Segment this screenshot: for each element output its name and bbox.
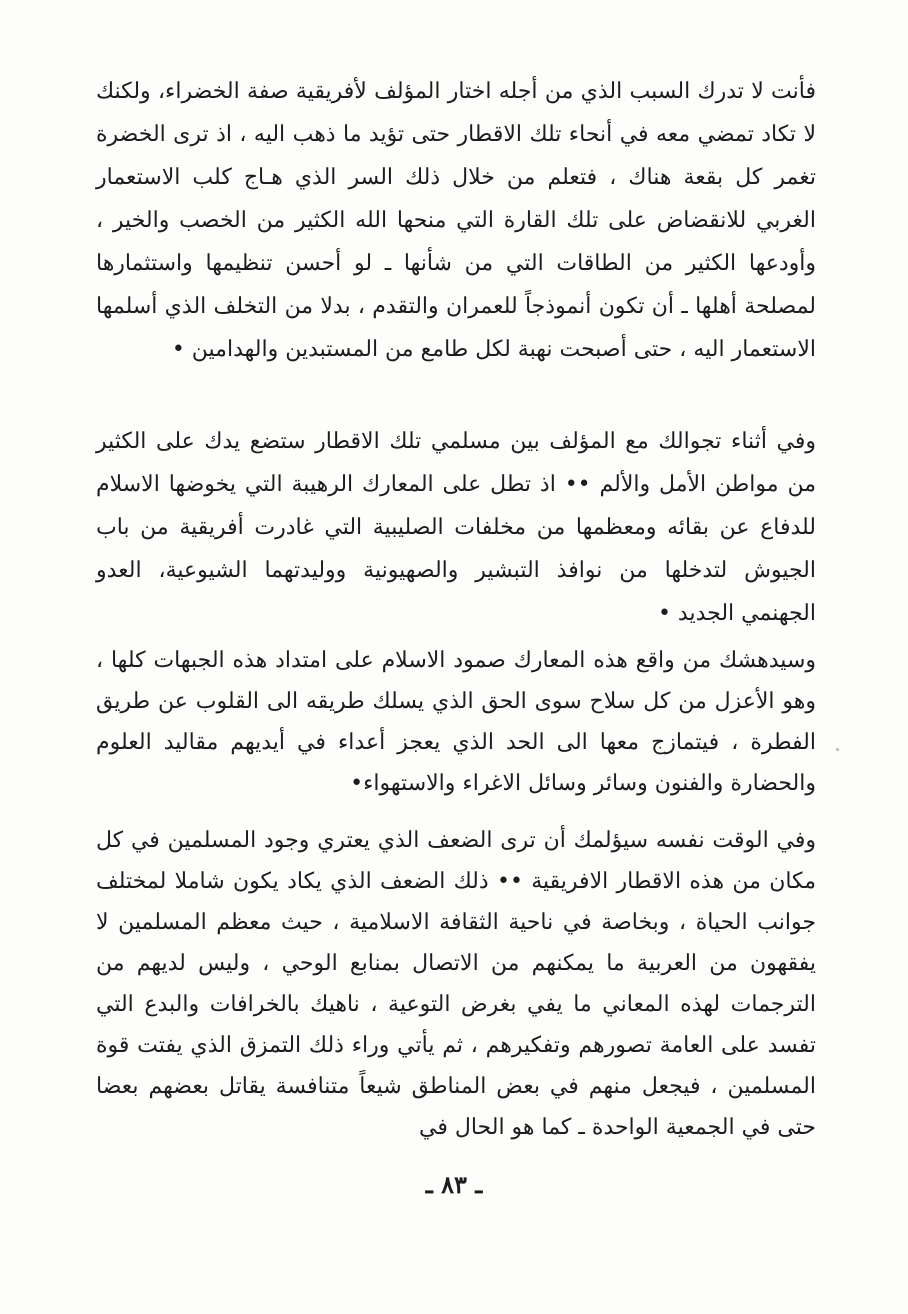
page-number: ـ ٨٣ ـ [425, 1170, 483, 1199]
paragraph-4-text: وفي الوقت نفسه سيؤلمك أن ترى الضعف الذي يعتري وجود المسلمين في كل مكان من هذه الاقطار الافريقية •• ذلك الضعف الذي يكاد يكون شاملا لمختلف جوانب الحياة ، وبخاصة في ناحية الثقافة الاسلامية ، حيث معظم المسلمين لا يفقهون من العربية ما يمكنهم من الاتصال بمنابع الوحي ، وليس لديهم من الترجمات لهذه المعاني ما يفي بغرض التوعية ، ناهيك بالخرافات والبدع التي تفسد على العامة تصورهم وتفكيرهم ، ثم يأتي وراء ذلك التمزق الذي يفتت قوة المسلمين ، فيجعل منهم في بعض المناطق شيعاً متنافسة يقاتل بعضهم بعضا حتى في الجمعية الواحدة ـ كما هو الحال في [96, 828, 816, 1140]
paragraph-3 [96, 640, 816, 804]
paragraph-4 [96, 820, 816, 1148]
paragraph-1 [96, 70, 816, 371]
paragraph-2 [96, 420, 816, 635]
paragraph-3-text: وسيدهشك من واقع هذه المعارك صمود الاسلام على امتداد هذه الجبهات كلها ، وهو الأعزل من كل سلاح سوى الحق الذي يسلك طريقه الى القلوب عن طريق الفطرة ، فيتمازج معها الى الحد الذي يعجز أعداء في أيديهم مقاليد العلوم والحضارة والفنون وسائر وسائل الاغراء والاستهواء• [96, 648, 816, 796]
paragraph-1-text: فأنت لا تدرك السبب الذي من أجله اختار المؤلف لأفريقية صفة الخضراء، ولكنك لا تكاد تمضي معه في أنحاء تلك الاقطار حتى تؤيد ما ذهب اليه ، اذ ترى الخضرة تغمر كل بقعة هناك ، فتعلم من خلال ذلك السر الذي هـاج كلب الاستعمار الغربي للانقضاض على تلك القارة التي منحها الله الكثير من الخصب والخير ، وأودعها الكثير من الطاقات التي من شأنها ـ لو أحسن تنظيمها واستثمارها لمصلحة أهلها ـ أن تكون أنموذجاً للعمران والتقدم ، بدلا من التخلف الذي أسلمها الاستعمار اليه ، حتى أصبحت نهبة لكل طامع من المستبدين والهدامين • [96, 79, 816, 362]
scan-speck [836, 748, 839, 751]
paragraph-2-text: وفي أثناء تجوالك مع المؤلف بين مسلمي تلك الاقطار ستضع يدك على الكثير من مواطن الأمل والألم •• اذ تطل على المعارك الرهيبة التي يخوضها الاسلام للدفاع عن بقائه ومعظمها من مخلفات الصليبية التي غادرت أفريقية من باب الجيوش لتدخلها من نوافذ التبشير والصهيونية ووليدتهما الشيوعية، العدو الجهنمي الجديد • [96, 429, 816, 626]
